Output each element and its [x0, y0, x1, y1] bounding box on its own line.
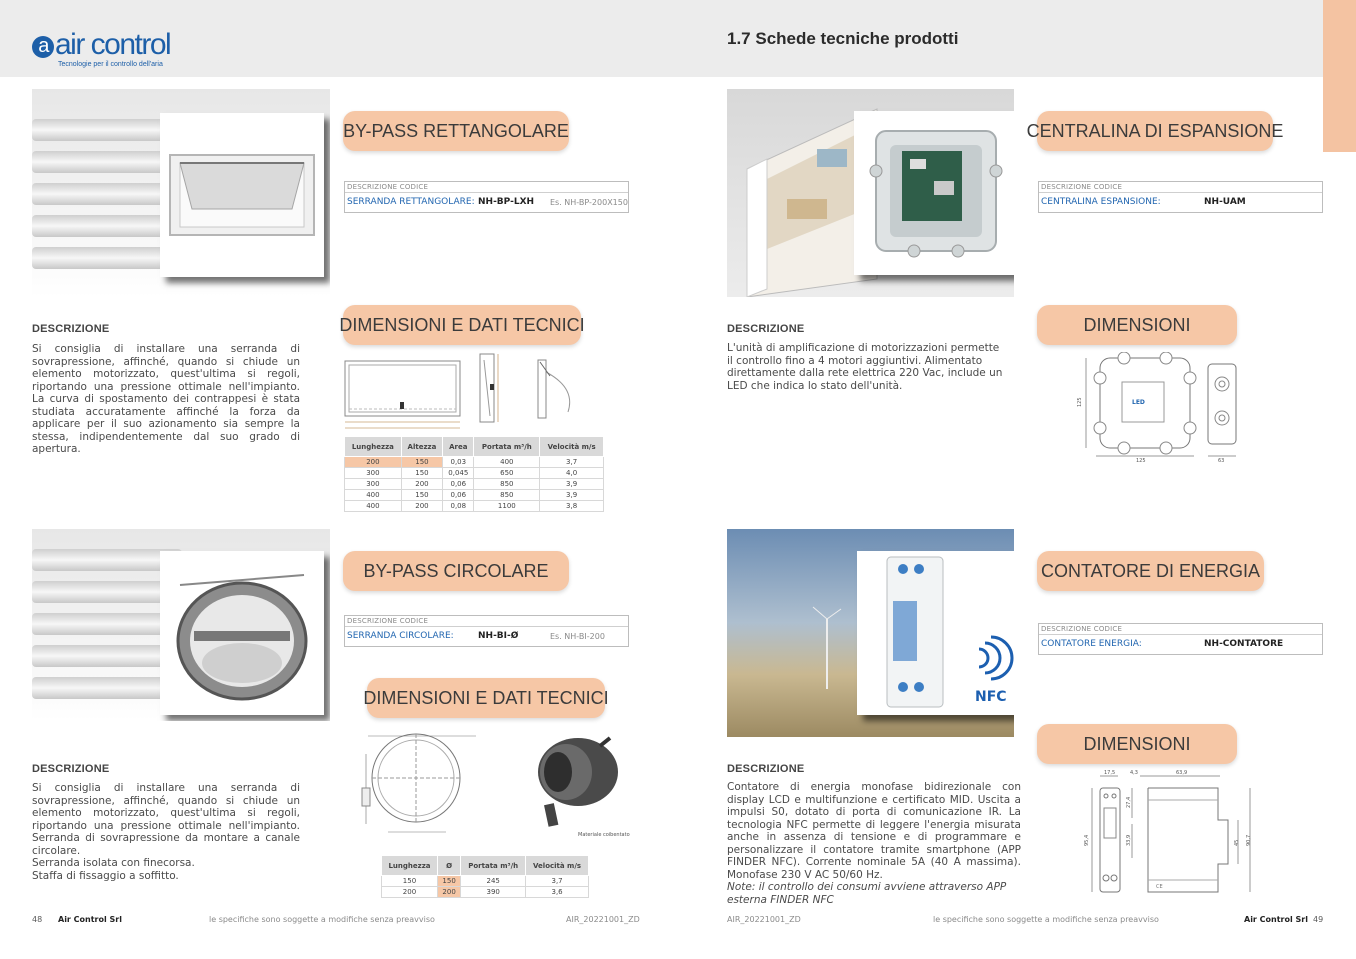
bypass-rect-tech-title: DIMENSIONI E DATI TECNICI [343, 305, 581, 345]
svg-text:17,5: 17,5 [1104, 770, 1116, 776]
air-control-logo: a air control Tecnologie per il controllo dell'aria [32, 30, 170, 68]
centralina-dimension-drawing [1070, 352, 1250, 468]
svg-text:125: 125 [1077, 397, 1083, 407]
svg-text:95,4: 95,4 [1084, 834, 1090, 846]
contatore-title: CONTATORE DI ENERGIA [1037, 551, 1264, 591]
table-row: 150 150 245 3,7 [382, 876, 589, 887]
svg-text:90,7: 90,7 [1246, 834, 1252, 846]
bypass-circ-drawing [348, 724, 633, 842]
footer-page-number-right: 49 [1313, 915, 1324, 924]
contatore-desc-heading: DESCRIZIONE [727, 763, 805, 775]
footer-notice-right: le specifiche sono soggette a modifiche senza preavviso [933, 915, 1159, 924]
bypass-circ-spec-table: Lunghezza Ø Portata m³/h Velocità m/s 150 150 245 3,7 200 200 390 3,6 [381, 855, 589, 898]
table-row: 200 200 390 3,6 [382, 887, 589, 898]
table-row: 300 150 0,045 650 4,0 [345, 468, 604, 479]
svg-text:63,9: 63,9 [1176, 770, 1188, 776]
page-tab-marker [1323, 0, 1356, 152]
svg-text:CE: CE [1156, 884, 1163, 890]
bypass-rect-spec-table: Lunghezza Altezza Area Portata m³/h Velocità m/s 200 150 0,03 400 3,7 300 150 0,045 650 4,0 300 200 0,06 850 3,9 400 150 0,06 850 3,9 400 200 0,08 1100 3,8 [344, 436, 604, 512]
contatore-code-box: DESCRIZIONE CODICE CONTATORE ENERGIA: NH-CONTATORE [1038, 623, 1323, 655]
contatore-photo [727, 529, 1014, 737]
table-row: 400 200 0,08 1100 3,8 [345, 501, 604, 512]
footer-code-left: AIR_20221001_ZD [566, 915, 640, 924]
bypass-rect-drawing [344, 352, 584, 432]
table-row: 300 200 0,06 850 3,9 [345, 479, 604, 490]
centralina-title: CENTRALINA DI ESPANSIONE [1037, 111, 1273, 151]
table-row: 400 150 0,06 850 3,9 [345, 490, 604, 501]
section-title: 1.7 Schede tecniche prodotti [727, 29, 959, 48]
centralina-code-box: DESCRIZIONE CODICE CENTRALINA ESPANSIONE: NH-UAM [1038, 181, 1323, 213]
bypass-rect-code-box: DESCRIZIONE CODICE SERRANDA RETTANGOLARE: NH-BP-LXH Es. NH-BP-200X150 [344, 181, 629, 213]
bypass-circ-photo [32, 529, 330, 721]
bypass-rect-photo [32, 89, 330, 297]
footer-company-right: Air Control Srl [1244, 915, 1308, 924]
bypass-circ-title: BY-PASS CIRCOLARE [343, 551, 569, 591]
contatore-dim-title: DIMENSIONI [1037, 724, 1237, 764]
bypass-circ-tech-title: DIMENSIONI E DATI TECNICI [367, 678, 605, 718]
footer-notice-left: le specifiche sono soggette a modifiche senza preavviso [209, 915, 435, 924]
bypass-rect-inset [160, 113, 324, 277]
svg-text:63: 63 [1218, 458, 1225, 464]
header-band [0, 0, 1356, 77]
bypass-circ-inset [160, 551, 324, 715]
svg-text:NFC: NFC [975, 689, 1007, 705]
centralina-dim-title: DIMENSIONI [1037, 305, 1237, 345]
footer-company-left: Air Control Srl [58, 915, 122, 924]
centralina-desc-heading: DESCRIZIONE [727, 323, 805, 335]
bypass-circ-description: Si consiglia di installare una serranda di sovrapressione, affinché, quando si chiude un elemento motorizzato, quest'ultima si regoli, riportando una pressione ottimale nell'impianto. Serranda di sovrapressione da montare a canale circolare. Serranda isolata con finecorsa. Staffa di fissaggio a soffitto. [32, 782, 300, 882]
bypass-rect-title: BY-PASS RETTANGOLARE [343, 111, 569, 151]
svg-text:4,3: 4,3 [1130, 770, 1138, 776]
contatore-inset [857, 551, 1014, 715]
footer-page-number-left: 48 [32, 915, 43, 924]
footer-code-right: AIR_20221001_ZD [727, 915, 801, 924]
contatore-description: Contatore di energia monofase bidirezionale con display LCD e multifunzione e certificato MID. Uscita a impulsi S0, dotato di porta di comunicazione IR. La tecnologia NFC permette di leggere l'energia misurata anche in assenza di tensione e di programmare e personalizzare il contatore tramite smartphone (APP FINDER NFC). Corrente nominale 5A (40 A massima). Monofase 230 V AC 50/60 Hz. Note: il controllo dei consumi avviene attraverso APP esterna FINDER NFC [727, 781, 1021, 906]
centralina-description: L'unità di amplificazione di motorizzazioni permette il controllo fino a 4 motori aggiuntivi. Alimentato direttamente dalla rete elettrica 220 Vac, include un LED che indica lo stato dell'unità. [727, 342, 1003, 392]
centralina-photo [727, 89, 1014, 297]
centralina-inset [854, 111, 1014, 275]
svg-text:LED: LED [1132, 399, 1145, 406]
svg-text:33,9: 33,9 [1126, 834, 1132, 846]
bypass-circ-desc-heading: DESCRIZIONE [32, 763, 110, 775]
svg-text:27,4: 27,4 [1126, 796, 1132, 808]
bypass-circ-code-box: DESCRIZIONE CODICE SERRANDA CIRCOLARE: NH-BI-Ø Es. NH-BI-200 [344, 615, 629, 647]
svg-text:Materiale coibentato: Materiale coibentato [578, 832, 630, 838]
svg-text:125: 125 [1136, 458, 1146, 464]
svg-text:45: 45 [1234, 839, 1240, 846]
bypass-rect-description: Si consiglia di installare una serranda di sovrapressione, affinché, quando si chiude un elemento motorizzato, quest'ultima si regoli, riportando una pressione ottimale nell'impianto. La curva di spostamento dei contrappesi è stata studiata accuratamente affinché la forza da applicare per il suo azionamento sia sempre la stessa, indipendentemente dal suo grado di apertura. [32, 343, 300, 455]
contatore-dimension-drawing [1078, 768, 1258, 902]
bypass-rect-desc-heading: DESCRIZIONE [32, 323, 110, 335]
table-row: 200 150 0,03 400 3,7 [345, 457, 604, 468]
